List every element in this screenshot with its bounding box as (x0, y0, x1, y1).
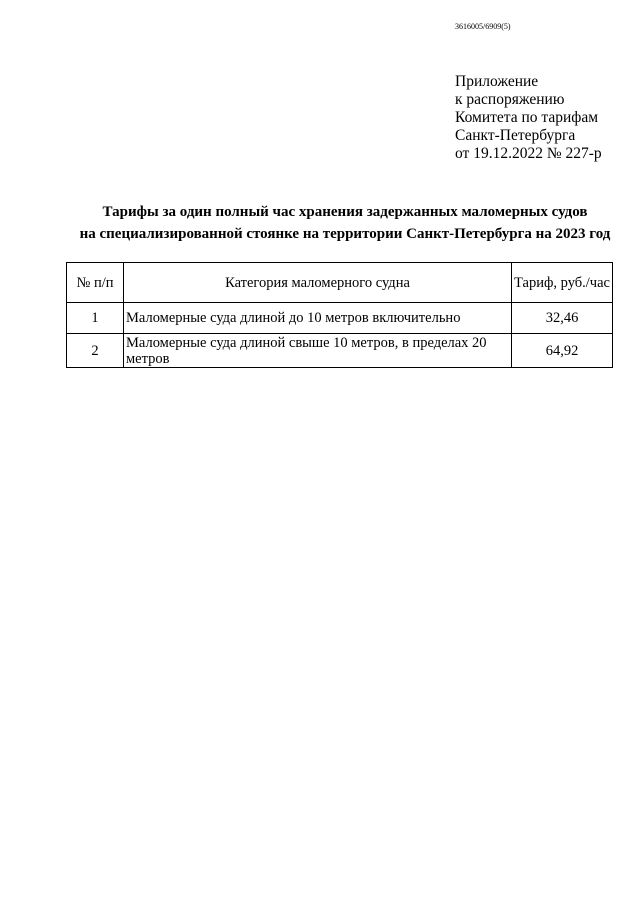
tariff-table (66, 262, 613, 368)
appendix-line: Приложение (455, 73, 539, 90)
appendix-block (455, 73, 602, 163)
document-title (60, 201, 630, 245)
table-header-row (67, 263, 613, 303)
document-code: 3616005/6909(5) (455, 22, 511, 31)
header-num: № п/п (67, 263, 124, 303)
appendix-line: от 19.12.2022 № 227-р (455, 145, 602, 162)
title-line: Тарифы за один полный час хранения задержанных маломерных судов (102, 204, 588, 220)
row-num: 1 (67, 303, 124, 334)
row-num: 2 (67, 334, 124, 368)
table-row (67, 303, 613, 334)
appendix-line: к распоряжению (455, 91, 565, 108)
table-row (67, 334, 613, 368)
row-category: Маломерные суда длиной свыше 10 метров, в пределах 20 метров (124, 334, 512, 368)
row-tariff: 64,92 (512, 334, 613, 368)
appendix-line: Комитета по тарифам (455, 109, 599, 126)
row-category: Маломерные суда длиной до 10 метров включительно (124, 303, 512, 334)
title-line: на специализированной стоянке на территории Санкт-Петербурга на 2023 год (79, 226, 611, 242)
header-category: Категория маломерного судна (124, 263, 512, 303)
appendix-line: Санкт-Петербурга (455, 127, 576, 144)
row-tariff: 32,46 (512, 303, 613, 334)
header-tariff: Тариф, руб./час (512, 263, 613, 303)
